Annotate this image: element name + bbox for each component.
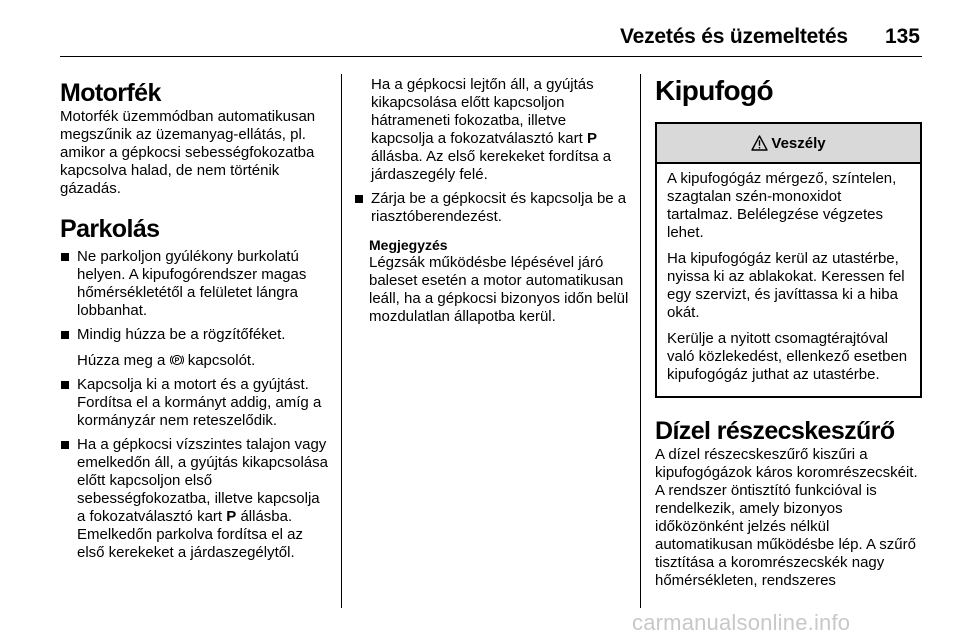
warning-body bbox=[657, 164, 920, 396]
header-title: Vezetés és üzemeltetés bbox=[620, 25, 848, 48]
note-title: Megjegyzés bbox=[369, 237, 448, 253]
parking-bullet-2: Mindig húzza be a rögzítőféket. bbox=[60, 326, 330, 344]
section-title-engine-brake: Motorfék bbox=[60, 79, 161, 107]
warning-paragraph-1: A kipufogógáz mérgező, színtelen, szagtalan szén-monoxidot tartalmaz. Belélegzése végzetes lehet. bbox=[667, 170, 897, 241]
note-block bbox=[354, 236, 629, 326]
warning-header bbox=[657, 124, 920, 164]
parking-bullet-4 bbox=[60, 436, 330, 562]
parking-bullet-4-text: Ha a gépkocsi vízszintes talajon vagy emelkedőn áll, a gyújtás kikapcsolása előtt kapcsoljon első sebességfokozatba, illetve kapcsolja a fokozatválasztó kart bbox=[77, 436, 328, 525]
parking-brake-text-after: kapcsolót. bbox=[187, 352, 256, 369]
note-text: Légzsák működésbe lépésével járó baleset esetén a motor automatikusan leáll, ha a gépkocsi bizonyos időn belül mozdulatlan állapotba kerül. bbox=[369, 254, 629, 325]
parking-brake-text-before: Húzza meg a bbox=[77, 352, 166, 369]
svg-text:P: P bbox=[174, 357, 179, 365]
parking-bullet-1: Ne parkoljon gyúlékony burkolatú helyen. A kipufogórendszer magas hőmérsékletétől a felületet lángra lobbanhat. bbox=[60, 248, 330, 320]
section-title-exhaust: Kipufogó bbox=[655, 75, 774, 106]
parking-brake-instruction bbox=[60, 352, 330, 370]
warning-paragraph-2: Ha kipufogógáz kerül az utastérbe, nyissa ki az ablakokat. Keressen fel egy szervizt, és javíttassa ki a hiba okát. bbox=[667, 250, 905, 321]
parking-bullet-3: Kapcsolja ki a motort és a gyújtást. Fordítsa el a kormányt addig, amíg a kormányzár nem reteszelődik. bbox=[60, 376, 330, 430]
gear-p-label: P bbox=[226, 508, 237, 525]
gear-p-label-2: P bbox=[586, 130, 597, 147]
warning-label: Veszély bbox=[771, 134, 826, 152]
parking-bullet-4-after: állásba. Emelkedőn parkolva fordítsa el az első kerekeket a járdaszegélytől. bbox=[77, 508, 303, 561]
continued-after: állásba. Az első kerekeket fordítsa a járdaszegély felé. bbox=[371, 148, 612, 183]
column-divider-1 bbox=[341, 74, 342, 608]
parking-brake-icon bbox=[170, 353, 184, 367]
section-title-dpf: Dízel részecskeszűrő bbox=[655, 417, 895, 445]
warning-paragraph-3: Kerülje a nyitott csomagtérajtóval való közlekedést, ellenkező esetben kipufogógáz juthat az utastérbe. bbox=[667, 330, 908, 383]
page-number: 135 bbox=[884, 25, 920, 48]
watermark: carmanualsonline.info bbox=[632, 610, 851, 635]
warning-box bbox=[655, 122, 922, 398]
warning-triangle-icon bbox=[751, 135, 768, 151]
section-title-parking: Parkolás bbox=[60, 215, 160, 243]
dpf-text: A dízel részecskeszűrő kiszűri a kipufogógázok káros koromrészecskéit. A rendszer öntisztító funkcióval is rendelkezik, amely bizonyos időközönként jelzés nélkül automatikusan működésbe lép. A szűrő tisztítása a koromrészecskék nagy hőmérsékleten, rendszeres bbox=[655, 446, 918, 589]
parking-bullet-4-continued bbox=[354, 76, 629, 184]
column-3 bbox=[655, 74, 922, 590]
column-1 bbox=[60, 78, 330, 562]
column-2 bbox=[354, 76, 629, 326]
column-divider-2 bbox=[640, 74, 641, 608]
engine-brake-text: Motorfék üzemmódban automatikusan megszűnik az üzemanyag-ellátás, pl. amikor a gépkocsi sebességfokozatba kapcsolva halad, de nem történik gázadás. bbox=[60, 108, 316, 197]
continued-text: Ha a gépkocsi lejtőn áll, a gyújtás kikapcsolása előtt kapcsoljon hátrameneti fokozatba, illetve kapcsolja a fokozatválasztó kart bbox=[371, 76, 594, 147]
parking-bullet-5: Zárja be a gépkocsit és kapcsolja be a riasztóberendezést. bbox=[354, 190, 629, 226]
page-header bbox=[60, 8, 922, 57]
